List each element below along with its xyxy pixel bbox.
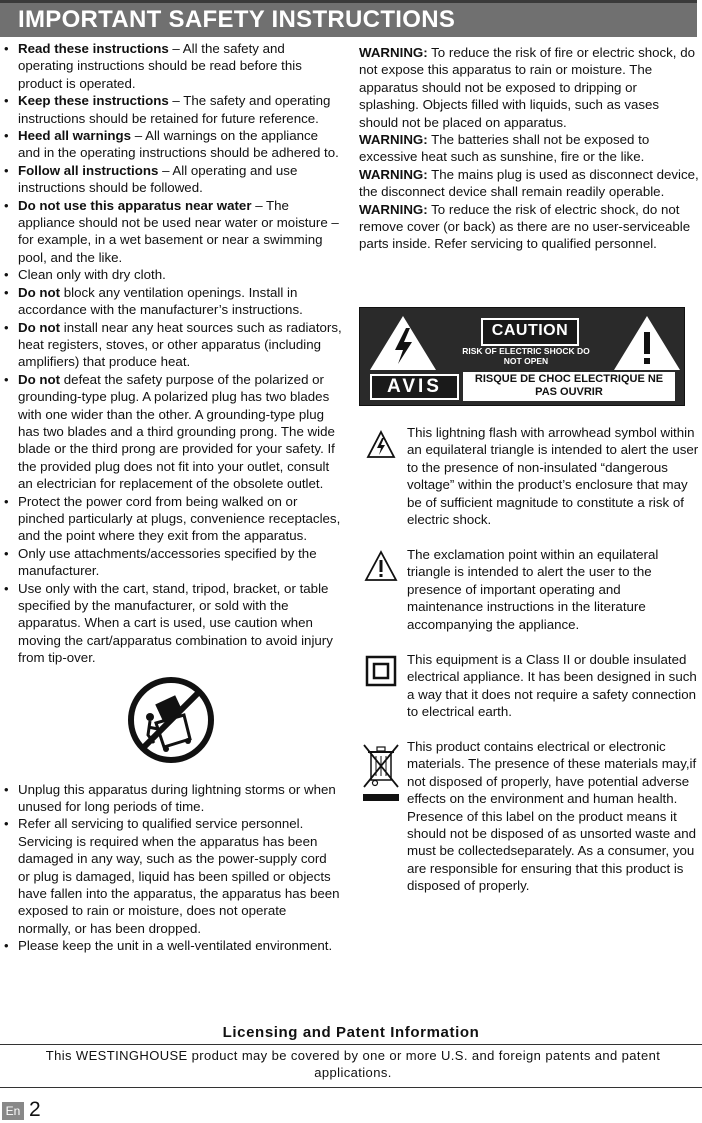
instruction-text: Only use attachments/accessories specified by the manufacturer.: [18, 545, 317, 579]
warning-text: To reduce the risk of fire or electric shock, do not expose this apparatus to rain or moisture. The apparatus should not be exposed to dripping or splashing. Objects filled with liquids, such as vases should not be placed on apparatus.: [359, 45, 695, 130]
instruction-lead: Do not: [18, 319, 61, 335]
lightning-description: This lightning flash with arrowhead symbol within an equilateral triangle is intended to alert the user to the presence of non-insulated “dangerous voltage” within the product’s enclosure that may be of sufficient magnitude to constitute a risk of electric shock.: [407, 425, 699, 528]
instructions-list: [0, 40, 342, 667]
warning-paragraph: [359, 131, 699, 166]
page-header: [0, 0, 697, 37]
page-number: 2: [29, 1098, 41, 1121]
lightning-triangle-icon: [368, 314, 438, 372]
warnings-block: [359, 44, 699, 253]
instruction-text: Unplug this apparatus during lightning storms or when unused for long periods of time.: [18, 781, 336, 815]
instruction-item: [0, 162, 342, 197]
weee-paragraph-2: Presence of this label on the product means it should not be disposed of as unsorted waste and must be collectedseparately. As a consumer, you are responsible for ensuring that this product is disposed of properly.: [407, 808, 697, 894]
warning-paragraph: [359, 166, 699, 201]
warning-lead: WARNING:: [359, 132, 428, 148]
instruction-lead: Read these instructions: [18, 41, 169, 56]
warning-text: The batteries shall not be exposed to excessive heat such as sunshine, fire or the like.: [359, 132, 650, 165]
instruction-item: [0, 40, 342, 92]
instruction-item: [0, 937, 342, 954]
instruction-item: [0, 545, 342, 580]
avis-subtext: RISQUE DE CHOC ELECTRIQUE NE PAS OUVRIR: [463, 372, 675, 401]
warning-lead: WARNING:: [359, 201, 428, 217]
footer-divider-bottom: [0, 1087, 702, 1088]
instruction-text: Please keep the unit in a well-ventilated environment.: [18, 938, 333, 954]
instruction-item: [0, 284, 342, 319]
instruction-text: block any ventilation openings. Install in accordance with the manufacturer’s instructions.: [18, 284, 303, 318]
instruction-text: Refer all servicing to qualified service personnel. Servicing is required when the apparatus has been damaged in any way, such as the power-supply cord or plug is damaged, liquid has been spilled or objects have fallen into the apparatus, the apparatus has been exposed to rain or moisture, does not operate normally, or has been dropped.: [18, 816, 340, 936]
instruction-lead: Do not: [18, 371, 61, 387]
exclamation-icon: [364, 550, 398, 582]
instruction-item: [0, 127, 342, 162]
warning-paragraph: [359, 44, 699, 131]
weee-paragraph-1: This product contains electrical or electronic materials. The presence of these materials may,if not disposed of properly, have potential adverse effects on the environment and human health.: [407, 739, 697, 807]
warning-text: The mains plug is used as disconnect device, the disconnect device shall remain readily operable.: [359, 166, 699, 200]
instruction-text: install near any heat sources such as radiators, heat registers, stoves, or other apparatus (including amplifiers) that produce heat.: [18, 319, 342, 370]
weee-description: [407, 738, 699, 895]
weee-crossed-bin-icon: [361, 742, 401, 802]
instruction-item: [0, 815, 342, 937]
instruction-item: [0, 319, 342, 371]
warning-lead: WARNING:: [359, 166, 428, 182]
instruction-text: Clean only with dry cloth.: [18, 267, 166, 283]
avis-text: AVIS: [370, 374, 459, 400]
instruction-item: [0, 92, 342, 127]
instruction-lead: Heed all warnings: [18, 128, 132, 144]
class2-double-square-icon: [365, 655, 397, 687]
instruction-lead: Do not use this apparatus near water: [18, 197, 252, 213]
warning-paragraph: [359, 201, 699, 253]
instruction-text: defeat the safety purpose of the polarized or grounding-type plug. A polarized plug has two blades with one wider than the other. A grounding-type plug has two blades and a third grounding prong. The wide blade or the third prong are provided for your safety. If the provided plug does not fit into your outlet, consult an electrician for replacement of the obsolete outlet.: [18, 371, 335, 492]
class2-description: This equipment is a Class II or double insulated electrical appliance. It has been designed in such a way that it does not require a safety connection to electrical earth.: [407, 652, 697, 720]
language-tab: En: [2, 1102, 24, 1120]
instruction-item: [0, 197, 342, 267]
instruction-lead: Keep these instructions: [18, 93, 169, 109]
exclamation-description: The exclamation point within an equilateral triangle is intended to alert the user to the presence of important operating and maintenance instructions in the literature accompanying the appliance.: [407, 547, 659, 632]
instructions-list-2: [0, 781, 342, 955]
instruction-item: [0, 266, 342, 283]
cart-warning-figure: [0, 677, 342, 763]
instruction-item: [0, 371, 342, 493]
lightning-icon: [366, 430, 396, 460]
instruction-item: [0, 493, 342, 545]
instruction-lead: Do not: [18, 284, 61, 300]
instructions-column: [0, 40, 342, 955]
warning-text: To reduce the risk of electric shock, do not remove cover (or back) as there are no user-serviceable parts inside. Refer servicing to qualified personnel.: [359, 201, 691, 252]
instruction-text: – The safety and operating instructions should be retained for future reference.: [18, 93, 331, 126]
licensing-title: Licensing and Patent Information: [222, 1024, 480, 1041]
instruction-text: – All the safety and operating instructions should be read before this product is operated.: [18, 41, 302, 91]
instruction-text: – All warnings on the appliance and in the operating instructions should be adhered to.: [18, 128, 339, 161]
caution-label: [359, 307, 685, 406]
exclamation-triangle-icon: [612, 314, 682, 372]
instruction-text: Use only with the cart, stand, tripod, bracket, or table specified by the manufacturer, or sold with the apparatus. When a cart is used, use caution when moving the cart/apparatus combination to avoid injury from tip-over.: [18, 580, 333, 666]
instruction-text: Protect the power cord from being walked on or pinched particularly at plugs, convenience receptacles, and the point where they exit from the apparatus.: [18, 493, 341, 544]
instruction-text: – All operating and use instructions should be followed.: [18, 162, 298, 196]
caution-text: CAUTION: [481, 318, 579, 346]
caution-subtext: RISK OF ELECTRIC SHOCK DO NOT OPEN: [462, 346, 590, 366]
cart-tipover-icon: [128, 677, 214, 763]
footer-divider-top: [0, 1044, 702, 1045]
instruction-item: [0, 781, 342, 816]
instruction-lead: Follow all instructions: [18, 162, 159, 178]
instruction-text: – The appliance should not be used near water or moisture – for example, in a wet basement or near a swimming pool, and the like.: [18, 197, 339, 265]
instruction-item: [0, 580, 342, 667]
licensing-text: This WESTINGHOUSE product may be covered by one or more U.S. and foreign patents and patent applications.: [45, 1048, 661, 1080]
warning-lead: WARNING:: [359, 45, 428, 60]
page-title: IMPORTANT SAFETY INSTRUCTIONS: [18, 6, 456, 33]
